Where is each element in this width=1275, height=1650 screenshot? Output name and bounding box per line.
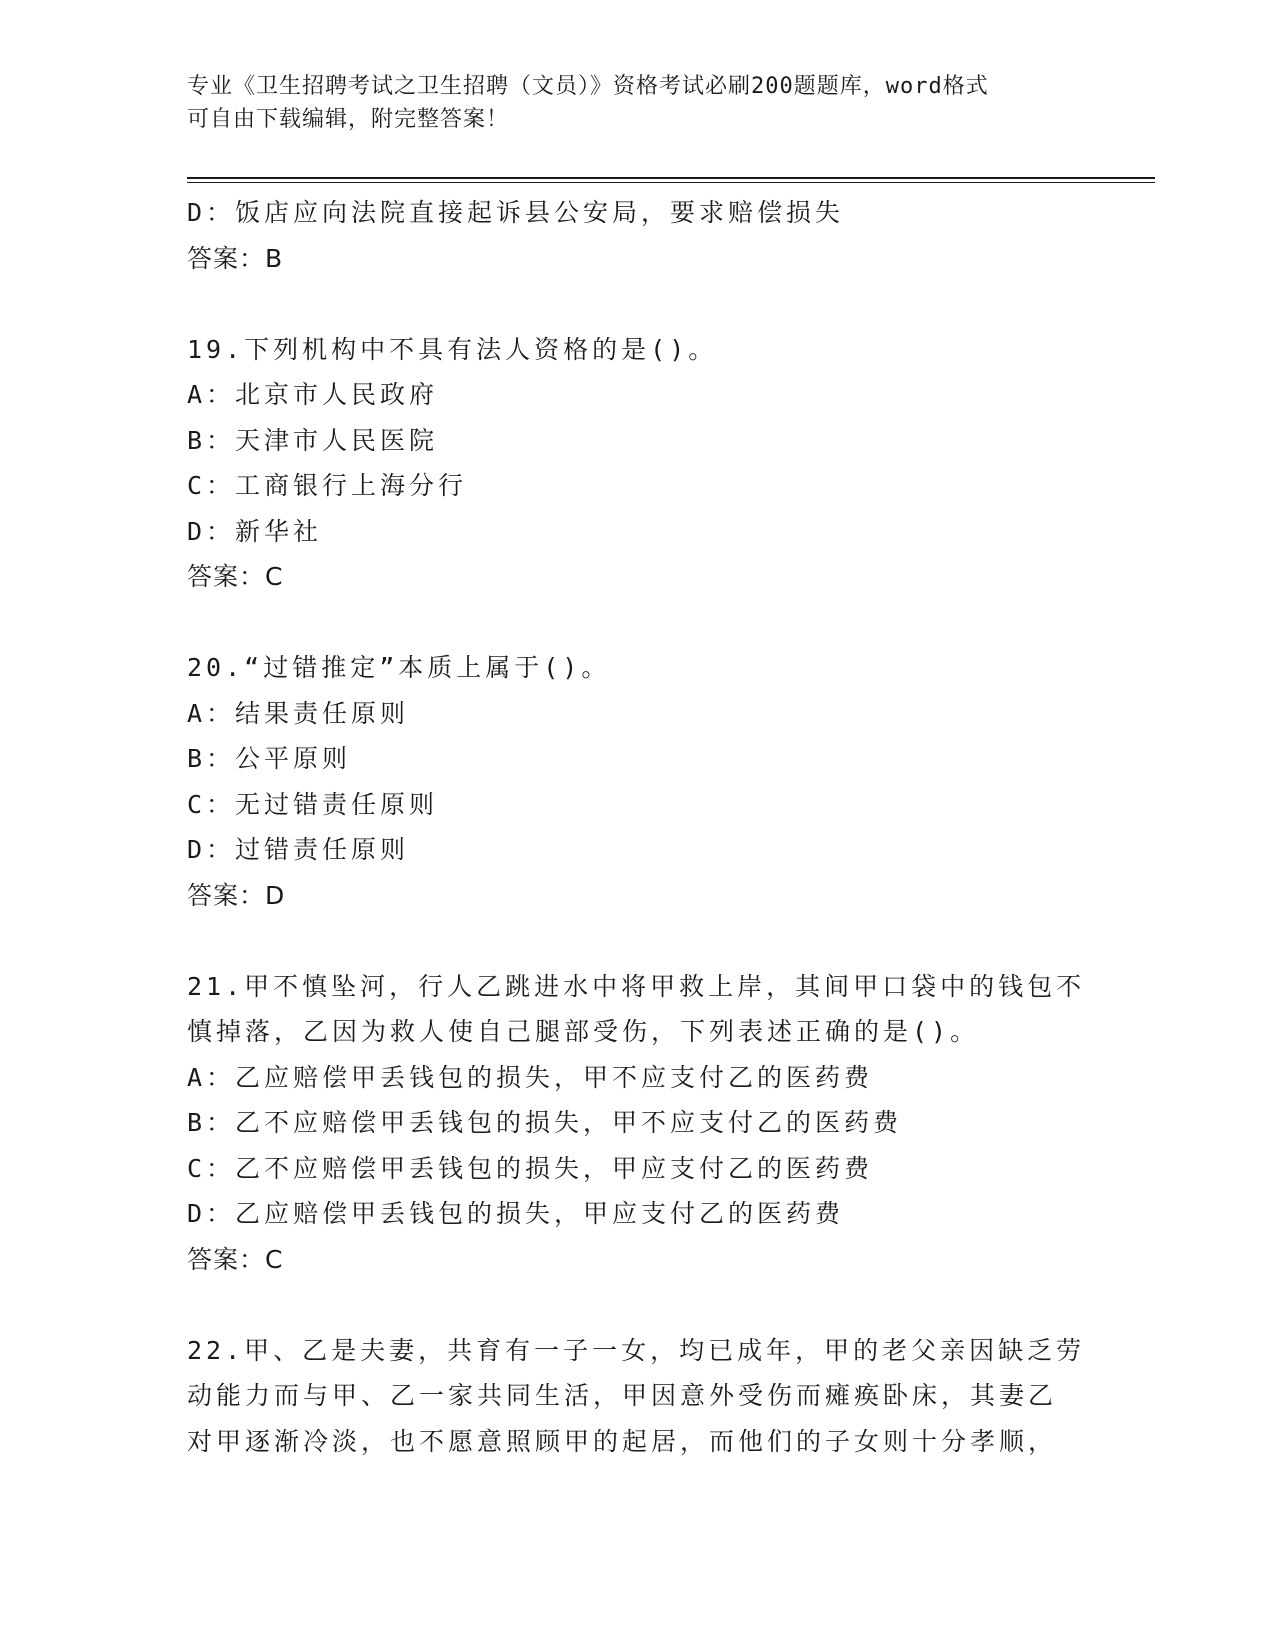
question-list bbox=[187, 190, 1087, 1464]
question-22-stem-line-3: 对甲逐渐冷淡，也不愿意照顾甲的起居，而他们的子女则十分孝顺， bbox=[187, 1426, 1058, 1456]
answer-text: 答案：B bbox=[187, 243, 284, 273]
question-19-answer: 答案：C bbox=[187, 562, 284, 591]
question-19-option-a: A：北京市人民政府 bbox=[187, 380, 439, 409]
question-21-option-d: D：乙应赔偿甲丢钱包的损失，甲应支付乙的医药费 bbox=[187, 1199, 845, 1228]
question-20-answer: 答案：D bbox=[187, 880, 286, 910]
question-21-option-a: A：乙应赔偿甲丢钱包的损失，甲不应支付乙的医药费 bbox=[187, 1062, 874, 1092]
spacer bbox=[187, 600, 1087, 646]
option-d: D：饭店应向法院直接起诉县公安局，要求赔偿损失 bbox=[187, 198, 845, 227]
question-20-option-d: D：过错责任原则 bbox=[187, 835, 410, 864]
document-header bbox=[187, 70, 1087, 136]
spacer bbox=[187, 1282, 1087, 1328]
question-21-stem-line-2: 慎掉落，乙因为救人使自己腿部受伤，下列表述正确的是()。 bbox=[187, 1017, 980, 1046]
header-divider-thick bbox=[187, 177, 1155, 179]
question-21-answer: 答案：C bbox=[187, 1244, 284, 1274]
header-line-2: 可自由下载编辑，附完整答案！ bbox=[187, 107, 510, 132]
question-20-option-a: A：结果责任原则 bbox=[187, 698, 410, 728]
question-19-option-d: D：新华社 bbox=[187, 516, 323, 546]
spacer bbox=[187, 281, 1087, 327]
question-22-stem-line-1: 22.甲、乙是夫妻，共育有一子一女，均已成年，甲的老父亲因缺乏劳 bbox=[187, 1335, 1086, 1365]
spacer bbox=[187, 918, 1087, 964]
question-20-option-c: C：无过错责任原则 bbox=[187, 789, 439, 819]
question-19-option-c: C：工商银行上海分行 bbox=[187, 471, 468, 500]
question-21-stem-line-1: 21.甲不慎坠河，行人乙跳进水中将甲救上岸，其间甲口袋中的钱包不 bbox=[187, 971, 1086, 1001]
header-line-1: 专业《卫生招聘考试之卫生招聘（文员）》资格考试必刷200题题库，word格式 bbox=[187, 74, 989, 99]
question-20-stem: 20.“过错推定”本质上属于()。 bbox=[187, 653, 611, 682]
question-21-option-b: B：乙不应赔偿甲丢钱包的损失，甲不应支付乙的医药费 bbox=[187, 1108, 903, 1137]
question-20-option-b: B：公平原则 bbox=[187, 744, 352, 773]
question-22-stem-line-2: 动能力而与甲、乙一家共同生活，甲因意外受伤而瘫痪卧床，其妻乙 bbox=[187, 1381, 1058, 1410]
question-21-option-c: C：乙不应赔偿甲丢钱包的损失，甲应支付乙的医药费 bbox=[187, 1153, 874, 1183]
question-19-stem: 19.下列机构中不具有法人资格的是()。 bbox=[187, 334, 718, 364]
question-19-option-b: B：天津市人民医院 bbox=[187, 425, 439, 455]
header-divider-thin bbox=[187, 182, 1155, 183]
